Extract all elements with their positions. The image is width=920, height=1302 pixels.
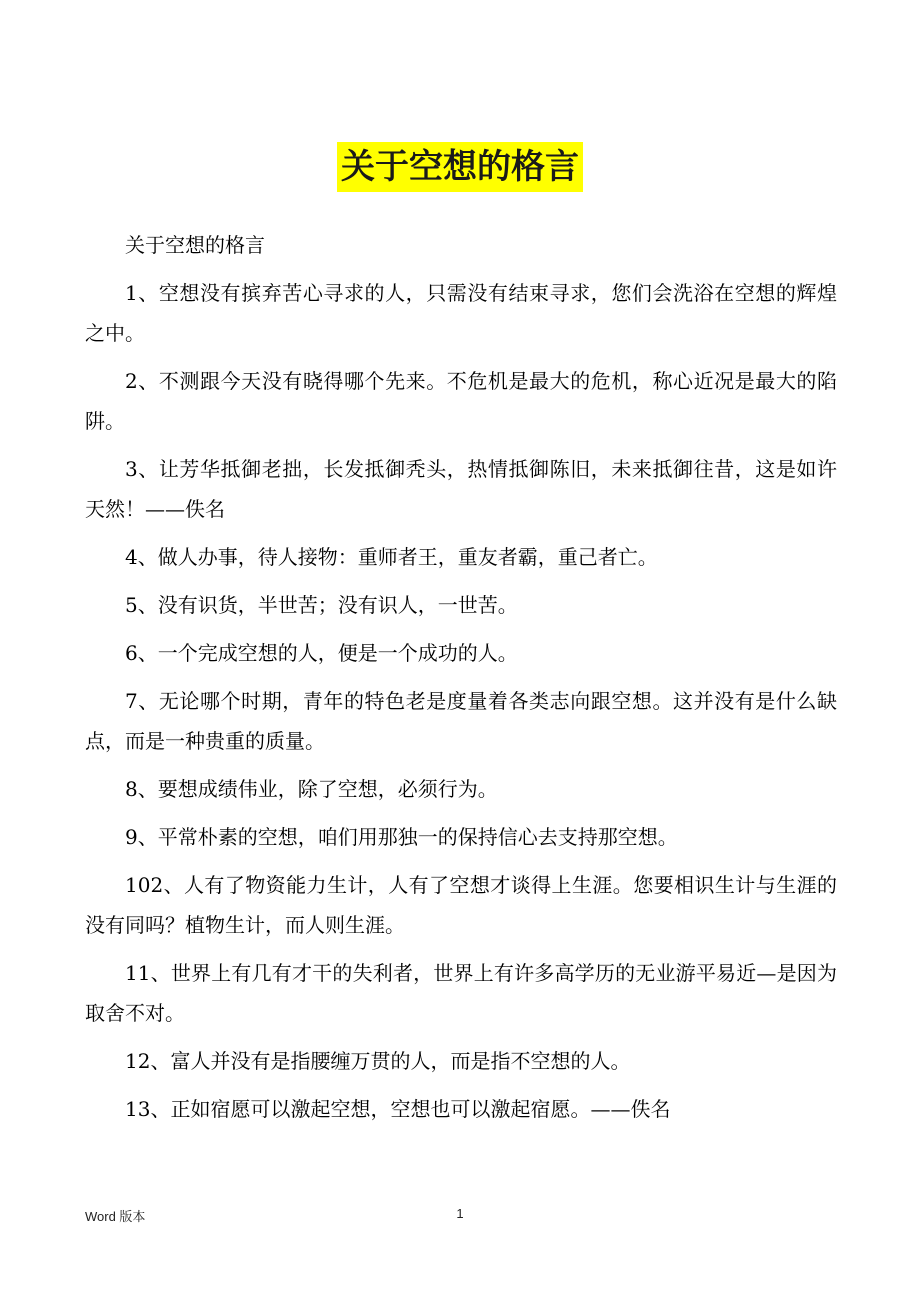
paragraph: 1、空想没有摈弃苦心寻求的人，只需没有结束寻求，您们会洗浴在空想的辉煌之中。: [85, 281, 837, 345]
paragraph: 11、世界上有几有才干的失利者，世界上有许多高学历的无业游平易近—是因为取舍不对。: [85, 961, 837, 1025]
footer-label: Word 版本: [85, 1209, 146, 1224]
page-number: 1: [456, 1206, 464, 1221]
paragraph: 5、没有识货，半世苦；没有识人，一世苦。: [125, 593, 518, 617]
document-title: 关于空想的格言: [337, 142, 583, 192]
paragraph: 3、让芳华抵御老拙，长发抵御秃头，热情抵御陈旧，未来抵御往昔，这是如许天然！——佚名: [85, 457, 837, 521]
paragraph: 2、不测跟今天没有晓得哪个先来。不危机是最大的危机，称心近况是最大的陷阱。: [85, 369, 837, 433]
paragraph: 关于空想的格言: [125, 233, 265, 257]
paragraph: 12、富人并没有是指腰缠万贯的人，而是指不空想的人。: [125, 1049, 631, 1073]
paragraph: 6、一个完成空想的人，便是一个成功的人。: [125, 641, 518, 665]
paragraph: 13、正如宿愿可以激起空想，空想也可以激起宿愿。——佚名: [125, 1097, 671, 1121]
paragraph: 7、无论哪个时期，青年的特色老是度量着各类志向跟空想。这并没有是什么缺点，而是一种贵重的质量。: [85, 689, 837, 753]
paragraph: 4、做人办事，待人接物：重师者王，重友者霸，重己者亡。: [125, 545, 658, 569]
paragraph: 102、人有了物资能力生计，人有了空想才谈得上生涯。您要相识生计与生涯的没有同吗？植物生计，而人则生涯。: [85, 873, 837, 937]
paragraph: 9、平常朴素的空想，咱们用那独一的保持信心去支持那空想。: [125, 825, 678, 849]
title-container: [0, 142, 920, 192]
paragraph: 8、要想成绩伟业，除了空想，必须行为。: [125, 777, 498, 801]
document-body: [85, 225, 837, 1137]
